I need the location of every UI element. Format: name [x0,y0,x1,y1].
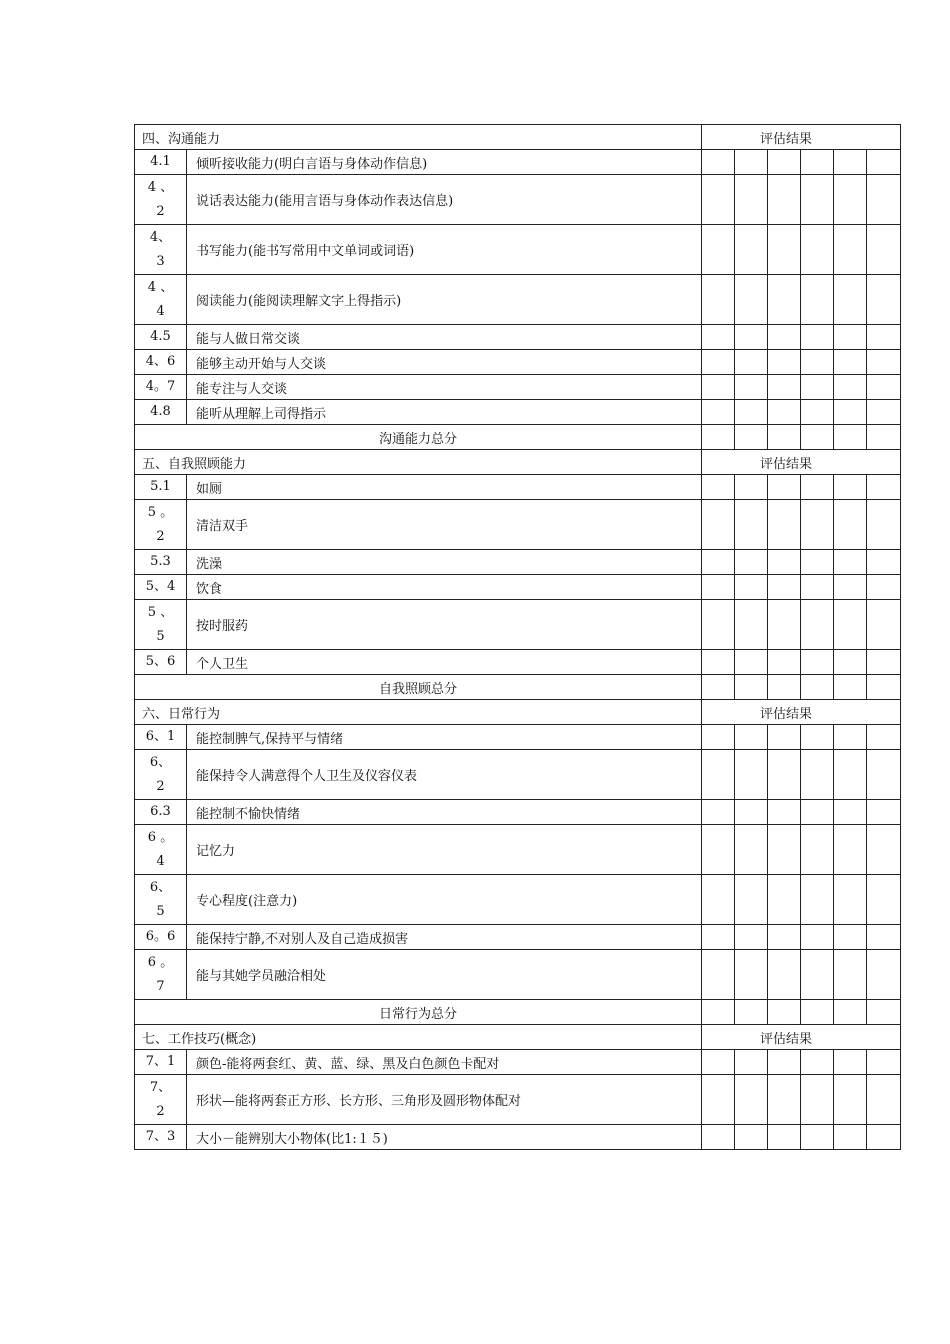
item-description: 书写能力(能书写常用中文单词或词语) [187,225,702,275]
item-number: 7、 2 [135,1075,187,1125]
section-total-label: 日常行为总分 [135,1000,702,1025]
score-cell[interactable] [801,375,834,400]
item-description: 说话表达能力(能用言语与身体动作表达信息) [187,175,702,225]
total-score-cell[interactable] [702,425,735,450]
item-description: 倾听接收能力(明白言语与身体动作信息) [187,150,702,175]
item-description: 形状—能将两套正方形、长方形、三角形及圆形物体配对 [187,1075,702,1125]
total-score-cell[interactable] [801,425,834,450]
score-cell[interactable] [768,650,801,675]
score-cell[interactable] [834,1050,867,1075]
table-row [135,575,901,600]
score-cell[interactable] [867,875,901,925]
score-cell[interactable] [735,925,768,950]
item-number: 5.1 [135,475,187,500]
item-description: 能保持令人满意得个人卫生及仪容仪表 [187,750,702,800]
score-cell[interactable] [702,475,735,500]
score-cell[interactable] [834,500,867,550]
score-cell[interactable] [834,400,867,425]
total-score-cell[interactable] [702,675,735,700]
score-cell[interactable] [834,1075,867,1125]
score-cell[interactable] [735,150,768,175]
section-title: 六、日常行为 [135,700,702,725]
score-cell[interactable] [768,575,801,600]
score-cell[interactable] [768,325,801,350]
score-cell[interactable] [768,475,801,500]
score-cell[interactable] [735,500,768,550]
table-row [135,275,901,325]
score-cell[interactable] [702,1125,735,1150]
total-score-cell[interactable] [768,1000,801,1025]
item-description: 按时服药 [187,600,702,650]
table-row [135,375,901,400]
score-cell[interactable] [801,325,834,350]
score-cell[interactable] [768,725,801,750]
score-cell[interactable] [768,600,801,650]
score-cell[interactable] [768,800,801,825]
total-score-cell[interactable] [867,675,901,700]
result-header: 评估结果 [702,700,901,725]
section-title: 四、沟通能力 [135,125,702,150]
item-number: 6 。 4 [135,825,187,875]
table-body [135,125,901,1150]
score-cell[interactable] [735,825,768,875]
section-total-row [135,425,901,450]
score-cell[interactable] [867,575,901,600]
result-header: 评估结果 [702,1025,901,1050]
score-cell[interactable] [735,400,768,425]
score-cell[interactable] [702,350,735,375]
score-cell[interactable] [735,875,768,925]
score-cell[interactable] [801,925,834,950]
score-cell[interactable] [801,275,834,325]
result-header: 评估结果 [702,125,901,150]
score-cell[interactable] [702,950,735,1000]
score-cell[interactable] [702,500,735,550]
table-row [135,175,901,225]
table-row [135,725,901,750]
total-score-cell[interactable] [834,425,867,450]
score-cell[interactable] [768,375,801,400]
score-cell[interactable] [801,725,834,750]
score-cell[interactable] [801,1125,834,1150]
table-row [135,1075,901,1125]
total-score-cell[interactable] [867,425,901,450]
score-cell[interactable] [801,550,834,575]
score-cell[interactable] [702,275,735,325]
table-row [135,550,901,575]
score-cell[interactable] [801,875,834,925]
score-cell[interactable] [735,650,768,675]
score-cell[interactable] [834,725,867,750]
section-header-row [135,700,901,725]
score-cell[interactable] [768,950,801,1000]
table-row [135,800,901,825]
score-cell[interactable] [801,400,834,425]
score-cell[interactable] [834,275,867,325]
score-cell[interactable] [801,1050,834,1075]
table-row [135,1050,901,1075]
result-header: 评估结果 [702,450,901,475]
score-cell[interactable] [867,650,901,675]
score-cell[interactable] [834,600,867,650]
score-cell[interactable] [702,575,735,600]
score-cell[interactable] [801,225,834,275]
score-cell[interactable] [735,800,768,825]
score-cell[interactable] [867,800,901,825]
score-cell[interactable] [735,375,768,400]
score-cell[interactable] [867,150,901,175]
score-cell[interactable] [834,225,867,275]
score-cell[interactable] [768,925,801,950]
score-cell[interactable] [867,375,901,400]
section-total-row [135,1000,901,1025]
total-score-cell[interactable] [735,675,768,700]
score-cell[interactable] [867,175,901,225]
score-cell[interactable] [702,725,735,750]
score-cell[interactable] [867,825,901,875]
score-cell[interactable] [702,550,735,575]
score-cell[interactable] [834,800,867,825]
score-cell[interactable] [768,750,801,800]
item-number: 4.5 [135,325,187,350]
score-cell[interactable] [801,500,834,550]
score-cell[interactable] [801,800,834,825]
score-cell[interactable] [834,350,867,375]
score-cell[interactable] [702,875,735,925]
table-row [135,150,901,175]
score-cell[interactable] [801,650,834,675]
section-total-row [135,675,901,700]
item-number: 6 。 7 [135,950,187,1000]
table-row [135,825,901,875]
score-cell[interactable] [834,175,867,225]
score-cell[interactable] [801,475,834,500]
score-cell[interactable] [834,825,867,875]
score-cell[interactable] [735,575,768,600]
table-row [135,950,901,1000]
table-row [135,600,901,650]
item-number: 6、 2 [135,750,187,800]
item-description: 个人卫生 [187,650,702,675]
total-score-cell[interactable] [834,675,867,700]
score-cell[interactable] [702,375,735,400]
item-description: 如厕 [187,475,702,500]
score-cell[interactable] [735,1125,768,1150]
score-cell[interactable] [801,825,834,875]
score-cell[interactable] [867,550,901,575]
score-cell[interactable] [834,550,867,575]
item-description: 能与人做日常交谈 [187,325,702,350]
score-cell[interactable] [768,400,801,425]
item-description: 颜色-能将两套红、黄、蓝、绿、黑及白色颜色卡配对 [187,1050,702,1075]
item-number: 7、3 [135,1125,187,1150]
item-description: 洗澡 [187,550,702,575]
score-cell[interactable] [801,600,834,650]
score-cell[interactable] [801,350,834,375]
score-cell[interactable] [702,825,735,875]
total-score-cell[interactable] [801,675,834,700]
score-cell[interactable] [834,375,867,400]
score-cell[interactable] [834,325,867,350]
item-number: 4.1 [135,150,187,175]
section-header-row [135,450,901,475]
total-score-cell[interactable] [702,1000,735,1025]
score-cell[interactable] [735,275,768,325]
section-header-row [135,1025,901,1050]
item-description: 能控制脾气,保持平与情绪 [187,725,702,750]
score-cell[interactable] [867,225,901,275]
table-row [135,650,901,675]
item-number: 6.3 [135,800,187,825]
score-cell[interactable] [867,1075,901,1125]
total-score-cell[interactable] [735,1000,768,1025]
score-cell[interactable] [702,175,735,225]
score-cell[interactable] [867,600,901,650]
table-row [135,325,901,350]
score-cell[interactable] [834,950,867,1000]
assessment-table [134,124,901,1150]
score-cell[interactable] [768,875,801,925]
score-cell[interactable] [702,150,735,175]
score-cell[interactable] [867,275,901,325]
score-cell[interactable] [702,1075,735,1125]
score-cell[interactable] [768,150,801,175]
score-cell[interactable] [735,225,768,275]
score-cell[interactable] [768,825,801,875]
table-row [135,925,901,950]
total-score-cell[interactable] [867,1000,901,1025]
score-cell[interactable] [702,750,735,800]
table-row [135,875,901,925]
score-cell[interactable] [801,175,834,225]
item-description: 能控制不愉快情绪 [187,800,702,825]
table-row [135,225,901,275]
item-number: 4。7 [135,375,187,400]
score-cell[interactable] [867,400,901,425]
item-number: 5、4 [135,575,187,600]
item-number: 5、6 [135,650,187,675]
score-cell[interactable] [867,475,901,500]
score-cell[interactable] [834,575,867,600]
item-number: 4、 3 [135,225,187,275]
item-number: 4.8 [135,400,187,425]
section-total-label: 沟通能力总分 [135,425,702,450]
score-cell[interactable] [735,600,768,650]
item-number: 6、1 [135,725,187,750]
score-cell[interactable] [735,750,768,800]
total-score-cell[interactable] [768,675,801,700]
score-cell[interactable] [801,575,834,600]
score-cell[interactable] [702,1050,735,1075]
score-cell[interactable] [702,925,735,950]
score-cell[interactable] [801,750,834,800]
score-cell[interactable] [867,750,901,800]
table-row [135,1125,901,1150]
score-cell[interactable] [801,150,834,175]
total-score-cell[interactable] [735,425,768,450]
score-cell[interactable] [735,475,768,500]
score-cell[interactable] [834,1125,867,1150]
score-cell[interactable] [834,650,867,675]
score-cell[interactable] [702,400,735,425]
item-description: 阅读能力(能阅读理解文字上得指示) [187,275,702,325]
score-cell[interactable] [702,650,735,675]
score-cell[interactable] [867,325,901,350]
score-cell[interactable] [768,1075,801,1125]
section-title: 七、工作技巧(概念) [135,1025,702,1050]
score-cell[interactable] [867,950,901,1000]
score-cell[interactable] [867,500,901,550]
item-description: 饮食 [187,575,702,600]
score-cell[interactable] [768,1125,801,1150]
score-cell[interactable] [702,600,735,650]
item-number: 4 、 4 [135,275,187,325]
item-description: 大小－能辨别大小物体(比1:１５) [187,1125,702,1150]
item-description: 能听从理解上司得指示 [187,400,702,425]
item-number: 5 、 5 [135,600,187,650]
total-score-cell[interactable] [801,1000,834,1025]
score-cell[interactable] [735,550,768,575]
score-cell[interactable] [801,1075,834,1125]
score-cell[interactable] [768,350,801,375]
item-number: 6、 5 [135,875,187,925]
item-description: 清洁双手 [187,500,702,550]
score-cell[interactable] [768,500,801,550]
score-cell[interactable] [735,1075,768,1125]
score-cell[interactable] [768,550,801,575]
score-cell[interactable] [735,1050,768,1075]
item-number: 6。6 [135,925,187,950]
item-description: 能保持宁静,不对别人及自己造成损害 [187,925,702,950]
table-row [135,500,901,550]
score-cell[interactable] [834,875,867,925]
table-row [135,475,901,500]
score-cell[interactable] [867,350,901,375]
score-cell[interactable] [867,725,901,750]
section-title: 五、自我照顾能力 [135,450,702,475]
item-description: 能够主动开始与人交谈 [187,350,702,375]
score-cell[interactable] [702,225,735,275]
score-cell[interactable] [735,950,768,1000]
score-cell[interactable] [834,475,867,500]
score-cell[interactable] [867,1050,901,1075]
score-cell[interactable] [735,175,768,225]
score-cell[interactable] [801,950,834,1000]
item-number: 4 、 2 [135,175,187,225]
item-number: 4、6 [135,350,187,375]
score-cell[interactable] [702,800,735,825]
score-cell[interactable] [735,325,768,350]
item-number: 5.3 [135,550,187,575]
section-total-label: 自我照顾总分 [135,675,702,700]
score-cell[interactable] [834,750,867,800]
score-cell[interactable] [867,925,901,950]
score-cell[interactable] [768,275,801,325]
total-score-cell[interactable] [768,425,801,450]
item-description: 能与其她学员融洽相处 [187,950,702,1000]
table-row [135,750,901,800]
score-cell[interactable] [834,925,867,950]
score-cell[interactable] [867,1125,901,1150]
item-number: 7、1 [135,1050,187,1075]
score-cell[interactable] [735,350,768,375]
total-score-cell[interactable] [834,1000,867,1025]
score-cell[interactable] [702,325,735,350]
item-description: 能专注与人交谈 [187,375,702,400]
score-cell[interactable] [768,225,801,275]
score-cell[interactable] [735,725,768,750]
item-number: 5 。 2 [135,500,187,550]
item-description: 专心程度(注意力) [187,875,702,925]
table-row [135,350,901,375]
item-description: 记忆力 [187,825,702,875]
table-row [135,400,901,425]
score-cell[interactable] [768,175,801,225]
section-header-row [135,125,901,150]
score-cell[interactable] [768,1050,801,1075]
score-cell[interactable] [834,150,867,175]
